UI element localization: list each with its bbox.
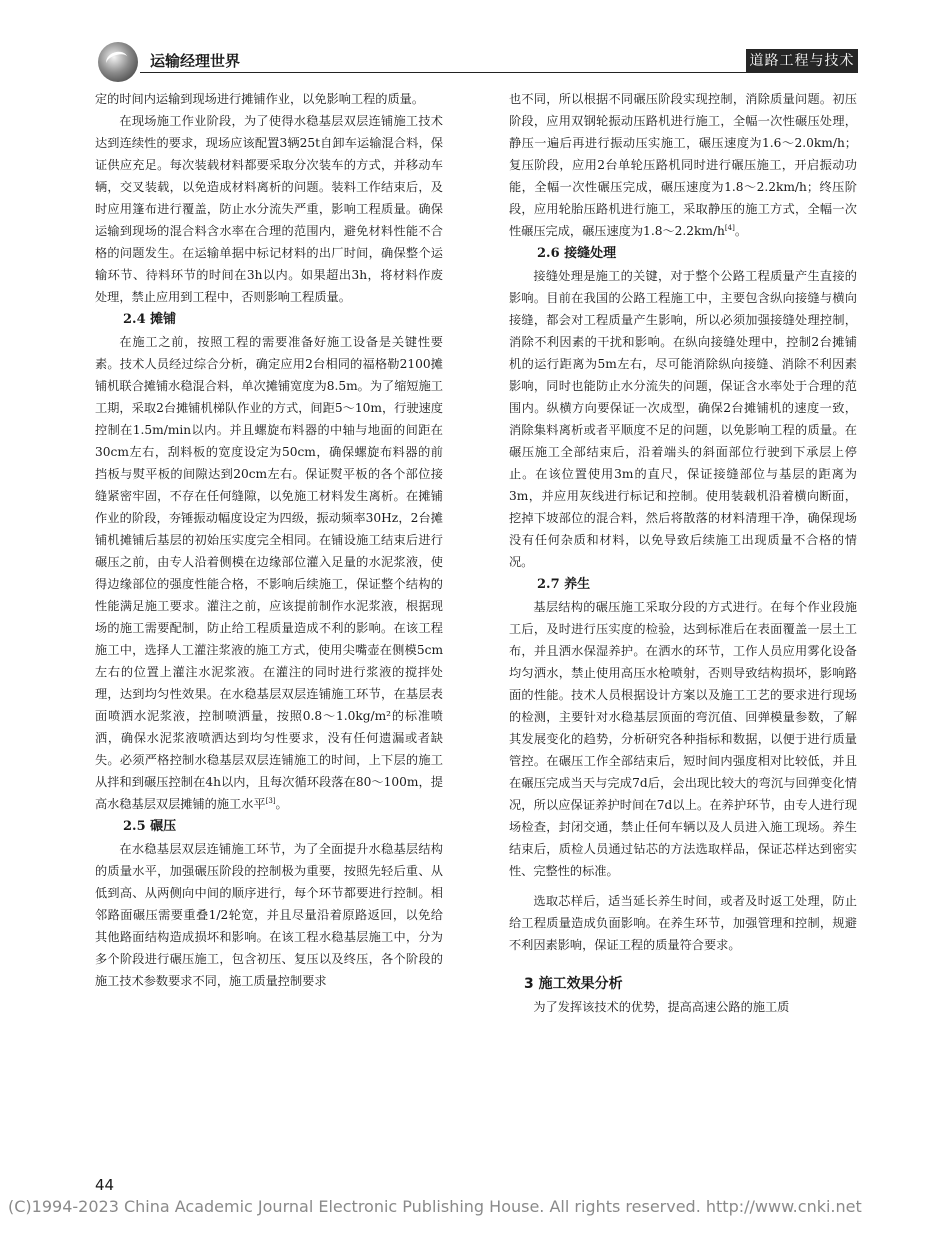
section-heading-2-5: 2.5 碾压 xyxy=(123,819,177,834)
paragraph: 为了发挥该技术的优势，提高高速公路的施工质 xyxy=(533,1000,790,1014)
header-rule xyxy=(140,72,746,73)
copyright-footer: (C)1994-2023 China Academic Journal Electronic Publishing House. All rights reserved. http://www.cnki.net xyxy=(8,1197,862,1216)
section-tag: 道路工程与技术 xyxy=(746,49,858,73)
journal-title: 运输经理世界 xyxy=(150,52,241,70)
section-heading-2-4: 2.4 摊铺 xyxy=(123,312,177,327)
paragraph xyxy=(509,88,857,242)
paragraph: 定的时间内运输到现场进行摊铺作业，以免影响工程的质量。 xyxy=(95,92,425,106)
paragraph: 在水稳基层双层连铺施工环节，为了全面提升水稳基层结构的质量水平，加强碾压阶段的控制极为重要，按照先轻后重、从低到高、从两侧向中间的顺序进行，每个环节都要进行控制。相邻路面碾压需要重叠1/2轮宽，并且尽量沿着原路返回，以免给其他路面结构造成损坏和影响。在该工程水稳基层施工中，分为多个阶段进行碾压施工，包含初压、复压以及终压，各个阶段的施工技术参数要求不同，施工质量控制要求 xyxy=(95,842,443,988)
section-heading-3: 3 施工效果分析 xyxy=(524,976,623,992)
paragraph-text: 在施工之前，按照工程的需要准备好施工设备是关键性要素。技术人员经过综合分析，确定应用2台相同的福格勒2100摊铺机联合摊铺水稳混合料，单次摊铺宽度为8.5m。为了缩短施工工期，采取2台摊铺机梯队作业的方式，间距5～10m，行驶速度控制在1.5m/min以内。并且螺旋布料器的中轴与地面的间距在30cm左右，刮料板的宽度设定为50cm，确保螺旋布料器的前挡板与熨平板的间隙达到20cm左右。保证熨平板的各个部位接缝紧密牢固，不存在任何缝隙，以免施工材料发生离析。在摊铺作业的阶段，夯锤振动幅度设定为四级，振动频率30Hz，2台摊铺机摊铺后基层的初始压实度完全相同。在铺设施工结束后进行碾压之前，由专人沿着侧模在边缘部位灌入足量的水泥浆液，使得边缘部位的强度性能合格，不影响后续施工，保证整个结构的性能满足施工要求。灌注之前，应该提前制作水泥浆液，根据现场的施工需要配制，防止给工程质量造成不利的影响。在该工程施工中，选择人工灌注浆液的施工方式，使用尖嘴壶在侧模5cm左右的位置上灌注水泥浆液。在灌注的同时进行浆液的搅拌处理，达到均匀性效果。在水稳基层双层连铺施工环节，在基层表面喷洒水泥浆液，控制喷洒量，按照0.8～1.0kg/m²的标准喷洒，确保水泥浆液喷洒达到均匀性要求，没有任何遗漏或者缺失。必须严格控制水稳基层双层连铺施工的时间，上下层的施工从拌和到碾压控制在4h以内，且每次循环段落在80～100m，提高水稳基层双层摊铺的施工水平 xyxy=(95,335,443,811)
left-column xyxy=(95,88,443,992)
paragraph-end: 。 xyxy=(734,224,748,238)
citation-4: [4] xyxy=(724,223,735,232)
citation-3: [3] xyxy=(265,796,276,805)
paragraph xyxy=(95,331,443,815)
paragraph: 基层结构的碾压施工采取分段的方式进行。在每个作业段施工后，及时进行压实度的检验，达到标准后在表面覆盖一层土工布，并且洒水保湿养护。在洒水的环节，工作人员应用雾化设备均匀洒水，禁止使用高压水枪喷射，否则导致结构损坏，影响路面的性能。技术人员根据设计方案以及施工工艺的要求进行现场的检测，主要针对水稳基层顶面的弯沉值、回弹模量参数，了解其发展变化的趋势，分析研究各种指标和数据，以便于进行质量管控。在碾压工作全部结束后，短时间内强度相对比较低，并且在碾压完成当天与完成7d后，会出现比较大的弯沉与回弹变化情况，所以应保证养护时间在7d以上。在养护环节，由专人进行现场检查，封闭交通，禁止任何车辆以及人员进入施工现场。养生结束后，质检人员通过钻芯的方法选取样品，保证芯样达到密实性、完整性的标准。 xyxy=(509,600,857,878)
section-heading-2-6: 2.6 接缝处理 xyxy=(537,246,617,261)
section-heading-2-7: 2.7 养生 xyxy=(537,577,591,592)
paragraph: 选取芯样后，适当延长养生时间，或者及时返工处理，防止给工程质量造成负面影响。在养生环节，加强管理和控制，规避不利因素影响，保证工程的质量符合要求。 xyxy=(509,894,857,952)
journal-logo-icon xyxy=(98,42,138,82)
right-column xyxy=(509,88,857,1018)
page-header xyxy=(0,0,950,80)
paragraph: 在现场施工作业阶段，为了使得水稳基层双层连铺施工技术达到连续性的要求，现场应该配置3辆25t自卸车运输混合料，保证供应充足。每次装载材料都要采取分次装车的方式，并移动车辆，交叉装载，以免造成材料离析的问题。装料工作结束后，及时应用篷布进行覆盖，防止水分流失严重，影响工程质量。确保运输到现场的混合料含水率在合理的范围内，避免材料性能不合格的问题发生。在运输单据中标记材料的出厂时间，确保整个运输环节、待料环节的时间在3h以内。如果超出3h，将材料作废处理，禁止应用到工程中，否则影响工程质量。 xyxy=(95,114,443,304)
page-number: 44 xyxy=(95,1176,115,1194)
paragraph-end: 。 xyxy=(275,797,288,811)
paragraph-text: 也不同，所以根据不同碾压阶段实现控制，消除质量问题。初压阶段，应用双钢轮振动压路机进行施工，全幅一次性碾压处理，静压一遍后再进行振动压实施工，碾压速度为1.6～2.0km/h；复压阶段，应用2台单轮压路机同时进行碾压施工，开启振动功能，全幅一次性碾压完成，碾压速度为1.8～2.2km/h；终压阶段，应用轮胎压路机进行施工，采取静压的施工方式，全幅一次性碾压完成，碾压速度为1.8～2.2km/h xyxy=(509,92,857,238)
paragraph: 接缝处理是施工的关键，对于整个公路工程质量产生直接的影响。目前在我国的公路工程施工中，主要包含纵向接缝与横向接缝，都会对工程质量产生影响，所以必须加强接缝处理控制，消除不利因素的干扰和影响。在纵向接缝处理中，控制2台摊铺机的运行距离为5m左右，尽可能消除纵向接缝、消除不利因素影响，同时也能防止水分流失的问题，保证含水率处于合理的范围内。纵横方向要保证一次成型，确保2台摊铺机的速度一致，消除集料离析或者平顺度不足的问题，以免影响工程的质量。在碾压施工全部结束后，沿着端头的斜面部位行驶到下承层上停止。在该位置使用3m的直尺，保证接缝部位与基层的距离为3m，并应用灰线进行标记和控制。使用装载机沿着横向断面，挖掉下坡部位的混合料，然后将散落的材料清理干净，确保现场没有任何杂质和材料，以免导致后续施工出现质量不合格的情况。 xyxy=(509,269,857,569)
